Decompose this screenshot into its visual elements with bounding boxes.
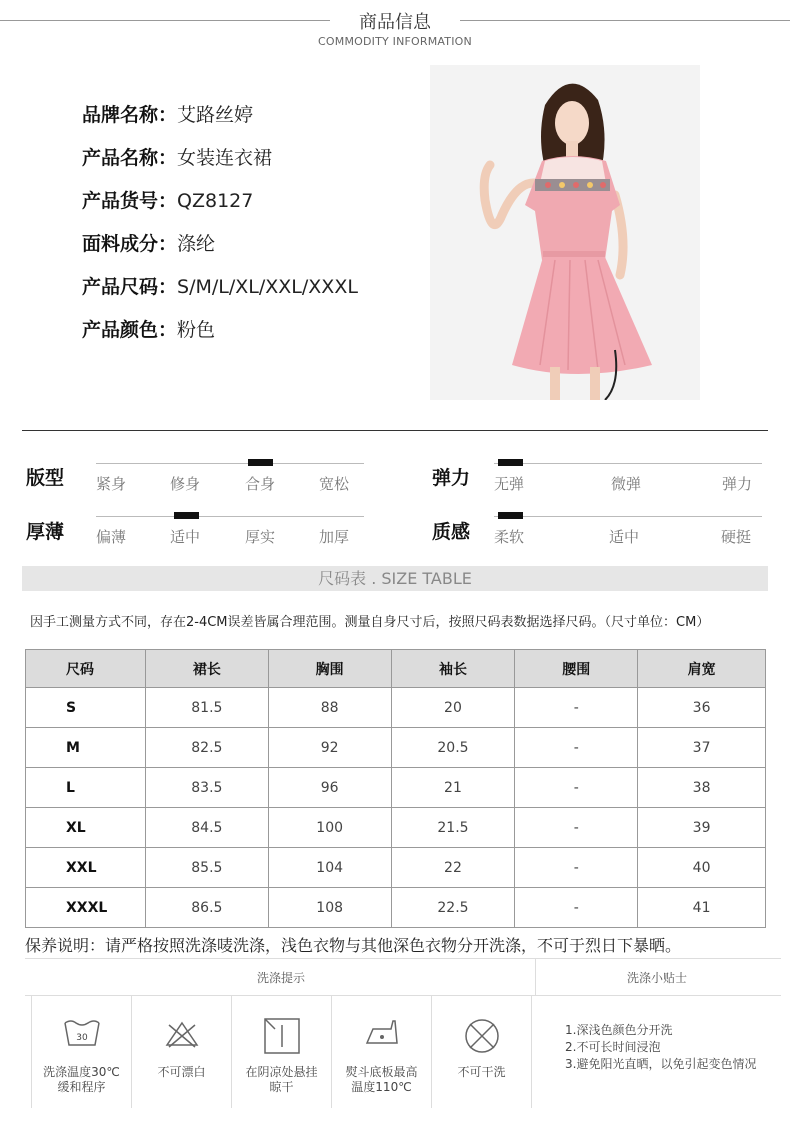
wash-tips-title: 洗涤提示 [257, 971, 306, 985]
wash-cell [31, 995, 131, 1108]
table-cell: 21 [391, 768, 515, 808]
table-cell: 37 [638, 728, 766, 768]
wash-30-icon [63, 1017, 101, 1049]
info-label: 产品名称： [82, 147, 178, 169]
wash-caption [332, 1065, 431, 1095]
col-header: 胸围 [268, 650, 391, 688]
section-divider [22, 430, 768, 431]
info-row-sizes [82, 270, 358, 313]
scale-option: 微弹 [611, 475, 642, 493]
table-cell: 20 [391, 688, 515, 728]
table-cell: 20.5 [391, 728, 515, 768]
scale-option: 合身 [245, 475, 276, 493]
table-cell: 86.5 [145, 888, 268, 928]
info-label: 产品货号： [82, 190, 178, 212]
table-cell: S [26, 688, 146, 728]
scale-option: 无弹 [494, 475, 525, 493]
scale-track [494, 463, 762, 464]
scale-option: 宽松 [319, 475, 350, 493]
scale-option: 紧身 [96, 475, 127, 493]
table-row [26, 768, 766, 808]
wash-caption-line: 在阴凉处悬挂 [245, 1065, 318, 1079]
col-header: 腰围 [515, 650, 638, 688]
table-cell: - [515, 888, 638, 928]
table-cell: - [515, 768, 638, 808]
wash-tips [565, 1022, 756, 1073]
scale-option: 厚实 [245, 528, 276, 546]
wash-divider [535, 958, 536, 995]
col-header: 袖长 [391, 650, 515, 688]
scale-option: 加厚 [319, 528, 350, 546]
size-note: 因手工测量方式不同，存在2-4CM误差皆属合理范围。测量自身尺寸后，按照尺码表数据选择尺码。（尺寸单位：CM） [30, 615, 710, 630]
table-cell: - [515, 688, 638, 728]
info-label: 产品颜色： [82, 319, 178, 341]
table-cell: 36 [638, 688, 766, 728]
table-row [26, 688, 766, 728]
wash-caption-line: 晾干 [269, 1080, 294, 1094]
table-cell: M [26, 728, 146, 768]
info-row-sku [82, 184, 358, 227]
table-row [26, 888, 766, 928]
col-header: 肩宽 [638, 650, 766, 688]
scale-option: 修身 [170, 475, 201, 493]
table-row [26, 728, 766, 768]
table-cell: 22 [391, 848, 515, 888]
table-cell: 38 [638, 768, 766, 808]
texture-scale [494, 512, 762, 552]
table-cell: XXL [26, 848, 146, 888]
table-cell: 82.5 [145, 728, 268, 768]
attr-label-fit: 版型 [26, 467, 65, 489]
wash-cell [331, 995, 431, 1108]
table-cell: 88 [268, 688, 391, 728]
wash-divider [25, 958, 781, 959]
scale-option: 适中 [609, 528, 640, 546]
care-instructions: 保养说明：请严格按照洗涤唛洗涤，浅色衣物与其他深色衣物分开洗涤，不可于烈日下暴晒。 [25, 936, 682, 955]
wash-caption-line: 熨斗底板最高 [345, 1065, 418, 1079]
wash-caption-line: 温度110℃ [351, 1080, 412, 1094]
section-header [0, 0, 790, 60]
wash-caption-line: 不可漂白 [157, 1065, 206, 1079]
wash-caption [232, 1065, 331, 1095]
table-cell: XXXL [26, 888, 146, 928]
fit-scale [96, 459, 364, 499]
wash-cell [131, 995, 231, 1108]
elasticity-scale [494, 459, 762, 499]
info-label: 产品尺码： [82, 276, 178, 298]
table-cell: 85.5 [145, 848, 268, 888]
table-cell: 96 [268, 768, 391, 808]
scale-marker [248, 459, 273, 466]
scale-marker [498, 512, 523, 519]
table-cell: XL [26, 808, 146, 848]
scale-track [96, 516, 364, 517]
col-header: 尺码 [26, 650, 146, 688]
info-value: 粉色 [177, 319, 216, 341]
scale-track [494, 516, 762, 517]
wash-caption-line: 缓和程序 [57, 1080, 106, 1094]
no-dry-clean-icon [463, 1017, 501, 1055]
scale-track [96, 463, 364, 464]
table-cell: L [26, 768, 146, 808]
table-cell: 104 [268, 848, 391, 888]
table-cell: 92 [268, 728, 391, 768]
info-row-color [82, 313, 358, 356]
scale-option: 硬挺 [721, 528, 752, 546]
scale-option: 弹力 [722, 475, 753, 493]
table-cell: 39 [638, 808, 766, 848]
wash-caption [132, 1065, 231, 1080]
size-table-banner: 尺码表 . SIZE TABLE [22, 566, 768, 591]
attr-label-texture: 质感 [432, 521, 471, 543]
table-cell: 41 [638, 888, 766, 928]
thickness-scale [96, 512, 364, 552]
wash-tip: 1.深浅色颜色分开洗 [565, 1023, 673, 1037]
table-cell: 22.5 [391, 888, 515, 928]
wash-notes-title: 洗涤小贴士 [627, 971, 688, 985]
info-value: QZ8127 [177, 190, 254, 212]
table-cell: 84.5 [145, 808, 268, 848]
scale-marker [174, 512, 199, 519]
product-info [82, 98, 358, 356]
wash-cell [231, 995, 331, 1108]
col-header: 裙长 [145, 650, 268, 688]
info-row-brand [82, 98, 358, 141]
table-row [26, 848, 766, 888]
table-cell: 40 [638, 848, 766, 888]
wash-section [25, 958, 781, 1108]
table-cell: - [515, 728, 638, 768]
attr-label-elasticity: 弹力 [432, 467, 471, 489]
table-cell: 83.5 [145, 768, 268, 808]
table-header-row [26, 650, 766, 688]
wash-caption [432, 1065, 531, 1080]
info-value: 女装连衣裙 [177, 147, 273, 169]
attr-label-thickness: 厚薄 [26, 521, 65, 543]
no-bleach-icon [163, 1017, 201, 1049]
scale-option: 偏薄 [96, 528, 127, 546]
wash-temp-number: 30 [76, 1033, 88, 1043]
info-value: 艾路丝婷 [177, 104, 254, 126]
table-row [26, 808, 766, 848]
wash-caption [32, 1065, 131, 1095]
wash-cell [431, 995, 531, 1108]
scale-marker [498, 459, 523, 466]
scale-option: 适中 [170, 528, 201, 546]
table-cell: - [515, 808, 638, 848]
wash-tip: 2.不可长时间浸泡 [565, 1040, 661, 1054]
line-dry-shade-icon [263, 1017, 301, 1055]
section-subtitle: COMMODITY INFORMATION [318, 35, 472, 48]
iron-icon [363, 1017, 401, 1049]
info-label: 面料成分： [82, 233, 178, 255]
info-value: S/M/L/XL/XXL/XXXL [177, 276, 358, 298]
table-cell: 81.5 [145, 688, 268, 728]
wash-divider [531, 995, 532, 1108]
wash-caption-line: 不可干洗 [457, 1065, 506, 1079]
scale-option: 柔软 [494, 528, 525, 546]
table-cell: 108 [268, 888, 391, 928]
info-value: 涤纶 [177, 233, 216, 255]
table-cell: - [515, 848, 638, 888]
size-table [25, 649, 766, 928]
info-label: 品牌名称： [82, 104, 178, 126]
info-row-name [82, 141, 358, 184]
wash-tip: 3.避免阳光直晒，以免引起变色情况 [565, 1057, 757, 1071]
info-row-fabric [82, 227, 358, 270]
table-cell: 21.5 [391, 808, 515, 848]
wash-caption-line: 洗涤温度30℃ [43, 1065, 120, 1079]
section-title: 商品信息 [359, 12, 431, 33]
product-photo [430, 65, 700, 400]
table-cell: 100 [268, 808, 391, 848]
